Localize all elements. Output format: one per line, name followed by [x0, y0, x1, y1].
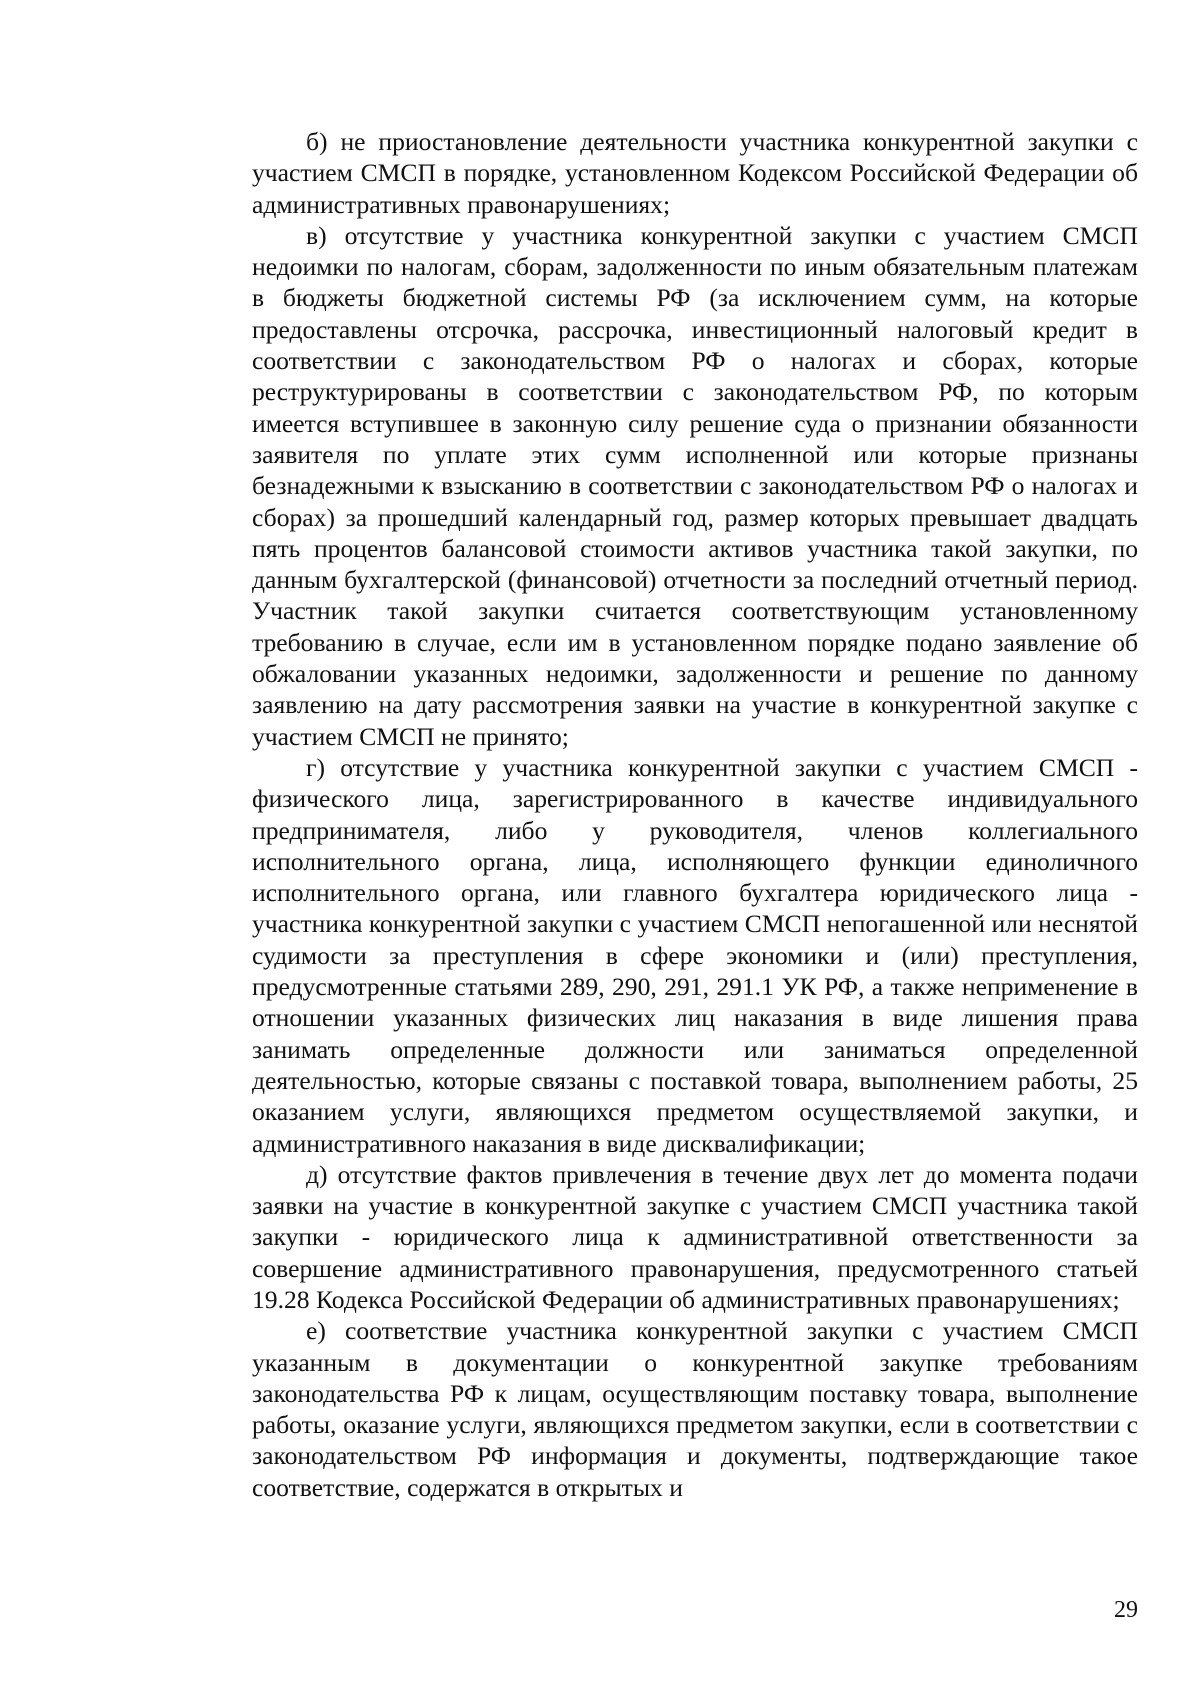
paragraph-e: е) соответствие участника конкурентной закупки с участием СМСП указанным в документации о конкурентной закупке требованиям законодательства РФ к лицам, осуществляющим поставку товара, выполнение работы, оказание услуги, являющихся предметом закупки, если в соответствии с законодательством РФ информация и документы, подтверждающие такое соответствие, содержатся в открытых и — [252, 1316, 1138, 1502]
paragraph-d: д) отсутствие фактов привлечения в течение двух лет до момента подачи заявки на участие в конкурентной закупке с участием СМСП участника такой закупки - юридического лица к административной ответственности за совершение административного правонарушения, предусмотренного статьей 19.28 Кодекса Российской Федерации об административных правонарушениях; — [252, 1159, 1138, 1314]
paragraph-v: в) отсутствие у участника конкурентной закупки с участием СМСП недоимки по налогам, сборам, задолженности по иным обязательным платежам в бюджеты бюджетной системы РФ (за исключением сумм, на которые предоставлены отсрочка, рассрочка, инвестиционный налоговый кредит в соответствии с законодательством РФ о налогах и сборах, которые реструктурированы в соответствии с законодательством РФ, по которым имеется вступившее в законную силу решение суда о признании обязанности заявителя по уплате этих сумм исполненной или которые признаны безнадежными к взысканию в соответствии с законодательством РФ о налогах и сборах) за прошедший календарный год, размер которых превышает двадцать пять процентов балансовой стоимости активов участника такой закупки, по данным бухгалтерской (финансовой) отчетности за последний отчетный период. Участник такой закупки считается соответствующим установленному требованию в случае, если им в установленном порядке подано заявление об обжаловании указанных недоимки, задолженности и решение по данному заявлению на дату рассмотрения заявки на участие в конкурентной закупке с участием СМСП не принято; — [252, 220, 1138, 751]
paragraph-b: б) не приостановление деятельности участника конкурентной закупки с участием СМСП в порядке, установленном Кодексом Российской Федерации об административных правонарушениях; — [252, 127, 1138, 219]
paragraph-g: г) отсутствие у участника конкурентной закупки с участием СМСП - физического лица, зарегистрированного в качестве индивидуального предпринимателя, либо у руководителя, членов коллегиального исполнительного органа, лица, исполняющего функции единоличного исполнительного органа, или главного бухгалтера юридического лица - участника конкурентной закупки с участием СМСП непогашенной или неснятой судимости за преступления в сфере экономики и (или) преступления, предусмотренные статьями 289, 290, 291, 291.1 УК РФ, а также неприменение в отношении указанных физических лиц наказания в виде лишения права занимать определенные должности или заниматься определенной деятельностью, которые связаны с поставкой товара, выполнением работы, 25 оказанием услуги, являющихся предметом осуществляемой закупки, и административного наказания в виде дисквалификации; — [252, 752, 1138, 1158]
document-body — [252, 126, 1138, 1503]
page-number: 29 — [1114, 1597, 1138, 1623]
